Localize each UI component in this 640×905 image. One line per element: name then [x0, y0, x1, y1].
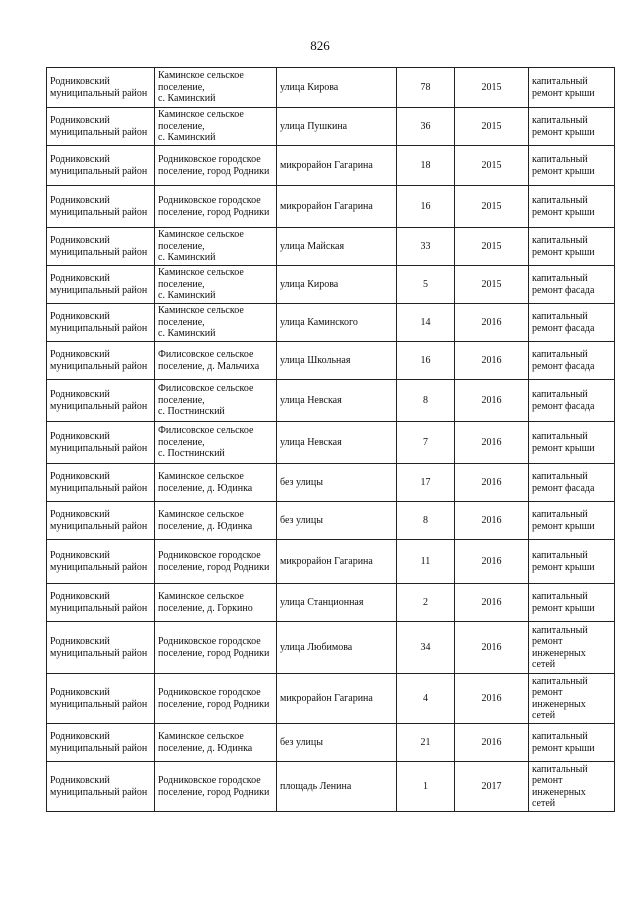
- year-cell-text: 2016: [481, 596, 502, 608]
- district-cell-text: Родниковский муниципальный район: [50, 471, 148, 494]
- settlement-cell: [155, 304, 277, 342]
- street-cell: [277, 762, 397, 812]
- settlement-cell: [155, 146, 277, 186]
- district-cell: [47, 762, 155, 812]
- work-type-cell: [529, 464, 615, 502]
- house-number-cell-text: 33: [420, 240, 431, 252]
- settlement-cell: [155, 584, 277, 622]
- year-cell-text: 2016: [481, 692, 502, 704]
- work-type-cell: [529, 342, 615, 380]
- work-type-cell: [529, 266, 615, 304]
- settlement-cell-text: Родниковское городское поселение, город Родники: [158, 550, 270, 573]
- house-number-cell: [397, 762, 455, 812]
- street-cell-text: улица Кирова: [280, 81, 339, 93]
- year-cell-text: 2016: [481, 476, 502, 488]
- year-cell: [455, 228, 529, 266]
- street-cell-text: без улицы: [280, 514, 323, 526]
- district-cell-text: Родниковский муниципальный район: [50, 273, 148, 296]
- settlement-cell-text: Каминское сельское поселение, д. Юдинка: [158, 731, 253, 754]
- house-number-cell: [397, 502, 455, 540]
- settlement-cell-text: Каминское сельское поселение, с. Каминский: [158, 267, 244, 302]
- street-cell: [277, 68, 397, 108]
- district-cell: [47, 146, 155, 186]
- year-cell-text: 2016: [481, 736, 502, 748]
- work-type-cell-text: капитальный ремонт крыши: [532, 591, 595, 614]
- table-body: [47, 68, 615, 812]
- settlement-cell: [155, 380, 277, 422]
- work-type-cell: [529, 304, 615, 342]
- year-cell: [455, 186, 529, 228]
- district-cell: [47, 464, 155, 502]
- house-number-cell-text: 2: [423, 596, 428, 608]
- street-cell: [277, 380, 397, 422]
- street-cell: [277, 228, 397, 266]
- year-cell: [455, 342, 529, 380]
- district-cell: [47, 674, 155, 724]
- street-cell-text: улица Любимова: [280, 641, 353, 653]
- settlement-cell: [155, 422, 277, 464]
- year-cell: [455, 380, 529, 422]
- district-cell: [47, 304, 155, 342]
- street-cell: [277, 464, 397, 502]
- house-number-cell: [397, 186, 455, 228]
- street-cell-text: улица Школьная: [280, 354, 351, 366]
- street-cell-text: микрорайон Гагарина: [280, 692, 373, 704]
- house-number-cell-text: 18: [420, 159, 431, 171]
- repair-register-table: [46, 67, 615, 812]
- settlement-cell: [155, 622, 277, 674]
- street-cell: [277, 304, 397, 342]
- district-cell-text: Родниковский муниципальный район: [50, 431, 148, 454]
- district-cell-text: Родниковский муниципальный район: [50, 154, 148, 177]
- year-cell-text: 2016: [481, 316, 502, 328]
- district-cell-text: Родниковский муниципальный район: [50, 235, 148, 258]
- work-type-cell: [529, 674, 615, 724]
- house-number-cell: [397, 622, 455, 674]
- table-row: [47, 540, 615, 584]
- work-type-cell-text: капитальный ремонт инженерных сетей: [532, 675, 588, 721]
- street-cell-text: улица Невская: [280, 436, 342, 448]
- year-cell-text: 2016: [481, 514, 502, 526]
- work-type-cell-text: капитальный ремонт крыши: [532, 154, 595, 177]
- house-number-cell: [397, 304, 455, 342]
- house-number-cell-text: 11: [420, 555, 431, 567]
- district-cell-text: Родниковский муниципальный район: [50, 349, 148, 372]
- street-cell-text: микрорайон Гагарина: [280, 200, 373, 212]
- table-row: [47, 762, 615, 812]
- street-cell-text: площадь Ленина: [280, 780, 352, 792]
- settlement-cell-text: Филисовское сельское поселение, с. Постнинский: [158, 425, 254, 460]
- year-cell-text: 2016: [481, 394, 502, 406]
- district-cell-text: Родниковский муниципальный район: [50, 775, 148, 798]
- year-cell: [455, 622, 529, 674]
- house-number-cell-text: 78: [420, 81, 431, 93]
- street-cell-text: улица Станционная: [280, 596, 364, 608]
- settlement-cell-text: Каминское сельское поселение, с. Каминский: [158, 109, 244, 144]
- district-cell-text: Родниковский муниципальный район: [50, 311, 148, 334]
- year-cell: [455, 304, 529, 342]
- work-type-cell-text: капитальный ремонт фасада: [532, 471, 595, 494]
- street-cell: [277, 674, 397, 724]
- street-cell: [277, 502, 397, 540]
- house-number-cell: [397, 146, 455, 186]
- house-number-cell: [397, 108, 455, 146]
- work-type-cell-text: капитальный ремонт инженерных сетей: [532, 624, 588, 670]
- year-cell-text: 2015: [481, 200, 502, 212]
- street-cell-text: улица Кирова: [280, 278, 339, 290]
- table-row: [47, 108, 615, 146]
- year-cell-text: 2015: [481, 81, 502, 93]
- table-row: [47, 584, 615, 622]
- table-row: [47, 304, 615, 342]
- street-cell: [277, 724, 397, 762]
- year-cell-text: 2015: [481, 240, 502, 252]
- work-type-cell-text: капитальный ремонт фасада: [532, 311, 595, 334]
- work-type-cell-text: капитальный ремонт крыши: [532, 731, 595, 754]
- year-cell: [455, 146, 529, 186]
- house-number-cell: [397, 422, 455, 464]
- work-type-cell: [529, 762, 615, 812]
- year-cell: [455, 68, 529, 108]
- table-row: [47, 464, 615, 502]
- work-type-cell: [529, 584, 615, 622]
- street-cell: [277, 540, 397, 584]
- district-cell-text: Родниковский муниципальный район: [50, 389, 148, 412]
- district-cell: [47, 622, 155, 674]
- settlement-cell-text: Родниковское городское поселение, город Родники: [158, 687, 270, 710]
- settlement-cell: [155, 186, 277, 228]
- street-cell: [277, 186, 397, 228]
- district-cell: [47, 108, 155, 146]
- table-row: [47, 422, 615, 464]
- work-type-cell: [529, 146, 615, 186]
- house-number-cell: [397, 674, 455, 724]
- work-type-cell-text: капитальный ремонт крыши: [532, 509, 595, 532]
- house-number-cell-text: 8: [423, 394, 428, 406]
- table-row: [47, 266, 615, 304]
- work-type-cell-text: капитальный ремонт фасада: [532, 273, 595, 296]
- work-type-cell-text: капитальный ремонт фасада: [532, 389, 595, 412]
- settlement-cell: [155, 674, 277, 724]
- house-number-cell-text: 17: [420, 476, 431, 488]
- house-number-cell: [397, 228, 455, 266]
- street-cell-text: улица Невская: [280, 394, 342, 406]
- house-number-cell: [397, 464, 455, 502]
- settlement-cell: [155, 228, 277, 266]
- work-type-cell-text: капитальный ремонт крыши: [532, 431, 595, 454]
- settlement-cell-text: Родниковское городское поселение, город Родники: [158, 775, 270, 798]
- year-cell-text: 2017: [481, 780, 502, 792]
- district-cell: [47, 380, 155, 422]
- district-cell: [47, 422, 155, 464]
- year-cell-text: 2015: [481, 159, 502, 171]
- work-type-cell: [529, 380, 615, 422]
- street-cell: [277, 622, 397, 674]
- work-type-cell-text: капитальный ремонт крыши: [532, 76, 595, 99]
- street-cell-text: микрорайон Гагарина: [280, 555, 373, 567]
- year-cell: [455, 266, 529, 304]
- settlement-cell-text: Каминское сельское поселение, д. Горкино: [158, 591, 253, 614]
- street-cell-text: улица Майская: [280, 240, 345, 252]
- table-row: [47, 68, 615, 108]
- work-type-cell: [529, 422, 615, 464]
- house-number-cell-text: 16: [420, 354, 431, 366]
- year-cell-text: 2016: [481, 641, 502, 653]
- house-number-cell-text: 4: [423, 692, 428, 704]
- district-cell: [47, 540, 155, 584]
- district-cell-text: Родниковский муниципальный район: [50, 731, 148, 754]
- table-row: [47, 342, 615, 380]
- settlement-cell-text: Родниковское городское поселение, город Родники: [158, 636, 270, 659]
- work-type-cell-text: капитальный ремонт крыши: [532, 235, 595, 258]
- work-type-cell: [529, 622, 615, 674]
- year-cell: [455, 724, 529, 762]
- settlement-cell: [155, 540, 277, 584]
- house-number-cell: [397, 584, 455, 622]
- district-cell-text: Родниковский муниципальный район: [50, 636, 148, 659]
- settlement-cell: [155, 108, 277, 146]
- settlement-cell-text: Каминское сельское поселение, д. Юдинка: [158, 471, 253, 494]
- year-cell-text: 2016: [481, 354, 502, 366]
- year-cell: [455, 422, 529, 464]
- district-cell: [47, 342, 155, 380]
- table-row: [47, 228, 615, 266]
- table-row: [47, 186, 615, 228]
- year-cell-text: 2016: [481, 555, 502, 567]
- year-cell: [455, 584, 529, 622]
- district-cell-text: Родниковский муниципальный район: [50, 687, 148, 710]
- district-cell: [47, 724, 155, 762]
- house-number-cell-text: 7: [423, 436, 428, 448]
- work-type-cell-text: капитальный ремонт крыши: [532, 550, 595, 573]
- house-number-cell: [397, 380, 455, 422]
- street-cell: [277, 108, 397, 146]
- table-row: [47, 380, 615, 422]
- house-number-cell-text: 5: [423, 278, 428, 290]
- street-cell: [277, 584, 397, 622]
- year-cell: [455, 762, 529, 812]
- work-type-cell: [529, 108, 615, 146]
- table-row: [47, 724, 615, 762]
- work-type-cell-text: капитальный ремонт инженерных сетей: [532, 763, 588, 809]
- work-type-cell: [529, 68, 615, 108]
- settlement-cell-text: Родниковское городское поселение, город Родники: [158, 195, 270, 218]
- district-cell: [47, 68, 155, 108]
- street-cell-text: без улицы: [280, 476, 323, 488]
- house-number-cell: [397, 266, 455, 304]
- street-cell: [277, 146, 397, 186]
- district-cell: [47, 584, 155, 622]
- year-cell: [455, 502, 529, 540]
- house-number-cell: [397, 68, 455, 108]
- settlement-cell: [155, 762, 277, 812]
- settlement-cell-text: Каминское сельское поселение, с. Каминский: [158, 305, 244, 340]
- district-cell-text: Родниковский муниципальный район: [50, 115, 148, 138]
- year-cell-text: 2015: [481, 120, 502, 132]
- district-cell-text: Родниковский муниципальный район: [50, 76, 148, 99]
- house-number-cell-text: 1: [423, 780, 428, 792]
- settlement-cell: [155, 502, 277, 540]
- street-cell-text: микрорайон Гагарина: [280, 159, 373, 171]
- work-type-cell: [529, 186, 615, 228]
- settlement-cell: [155, 724, 277, 762]
- table-row: [47, 502, 615, 540]
- page-number: 826: [310, 38, 330, 53]
- settlement-cell-text: Каминское сельское поселение, с. Каминский: [158, 70, 244, 105]
- work-type-cell: [529, 228, 615, 266]
- district-cell: [47, 266, 155, 304]
- settlement-cell: [155, 342, 277, 380]
- house-number-cell-text: 36: [420, 120, 431, 132]
- work-type-cell: [529, 502, 615, 540]
- district-cell-text: Родниковский муниципальный район: [50, 509, 148, 532]
- street-cell: [277, 342, 397, 380]
- house-number-cell: [397, 540, 455, 584]
- settlement-cell: [155, 464, 277, 502]
- year-cell: [455, 108, 529, 146]
- district-cell: [47, 228, 155, 266]
- house-number-cell-text: 21: [420, 736, 431, 748]
- work-type-cell-text: капитальный ремонт фасада: [532, 349, 595, 372]
- table-row: [47, 622, 615, 674]
- work-type-cell: [529, 540, 615, 584]
- district-cell-text: Родниковский муниципальный район: [50, 591, 148, 614]
- house-number-cell-text: 14: [420, 316, 431, 328]
- street-cell: [277, 422, 397, 464]
- district-cell: [47, 186, 155, 228]
- settlement-cell-text: Филисовское сельское поселение, д. Мальчиха: [158, 349, 260, 372]
- work-type-cell-text: капитальный ремонт крыши: [532, 115, 595, 138]
- district-cell-text: Родниковский муниципальный район: [50, 550, 148, 573]
- house-number-cell-text: 34: [420, 641, 431, 653]
- year-cell-text: 2016: [481, 436, 502, 448]
- table-row: [47, 674, 615, 724]
- settlement-cell-text: Каминское сельское поселение, д. Юдинка: [158, 509, 253, 532]
- district-cell-text: Родниковский муниципальный район: [50, 195, 148, 218]
- work-type-cell: [529, 724, 615, 762]
- year-cell: [455, 540, 529, 584]
- year-cell-text: 2015: [481, 278, 502, 290]
- street-cell-text: улица Пушкина: [280, 120, 348, 132]
- work-type-cell-text: капитальный ремонт крыши: [532, 195, 595, 218]
- house-number-cell-text: 8: [423, 514, 428, 526]
- house-number-cell: [397, 724, 455, 762]
- settlement-cell: [155, 266, 277, 304]
- district-cell: [47, 502, 155, 540]
- street-cell: [277, 266, 397, 304]
- settlement-cell-text: Каминское сельское поселение, с. Каминский: [158, 229, 244, 264]
- settlement-cell: [155, 68, 277, 108]
- settlement-cell-text: Родниковское городское поселение, город Родники: [158, 154, 270, 177]
- house-number-cell: [397, 342, 455, 380]
- street-cell-text: улица Каминского: [280, 316, 358, 328]
- year-cell: [455, 464, 529, 502]
- settlement-cell-text: Филисовское сельское поселение, с. Постнинский: [158, 383, 254, 418]
- year-cell: [455, 674, 529, 724]
- house-number-cell-text: 16: [420, 200, 431, 212]
- street-cell-text: без улицы: [280, 736, 323, 748]
- table-row: [47, 146, 615, 186]
